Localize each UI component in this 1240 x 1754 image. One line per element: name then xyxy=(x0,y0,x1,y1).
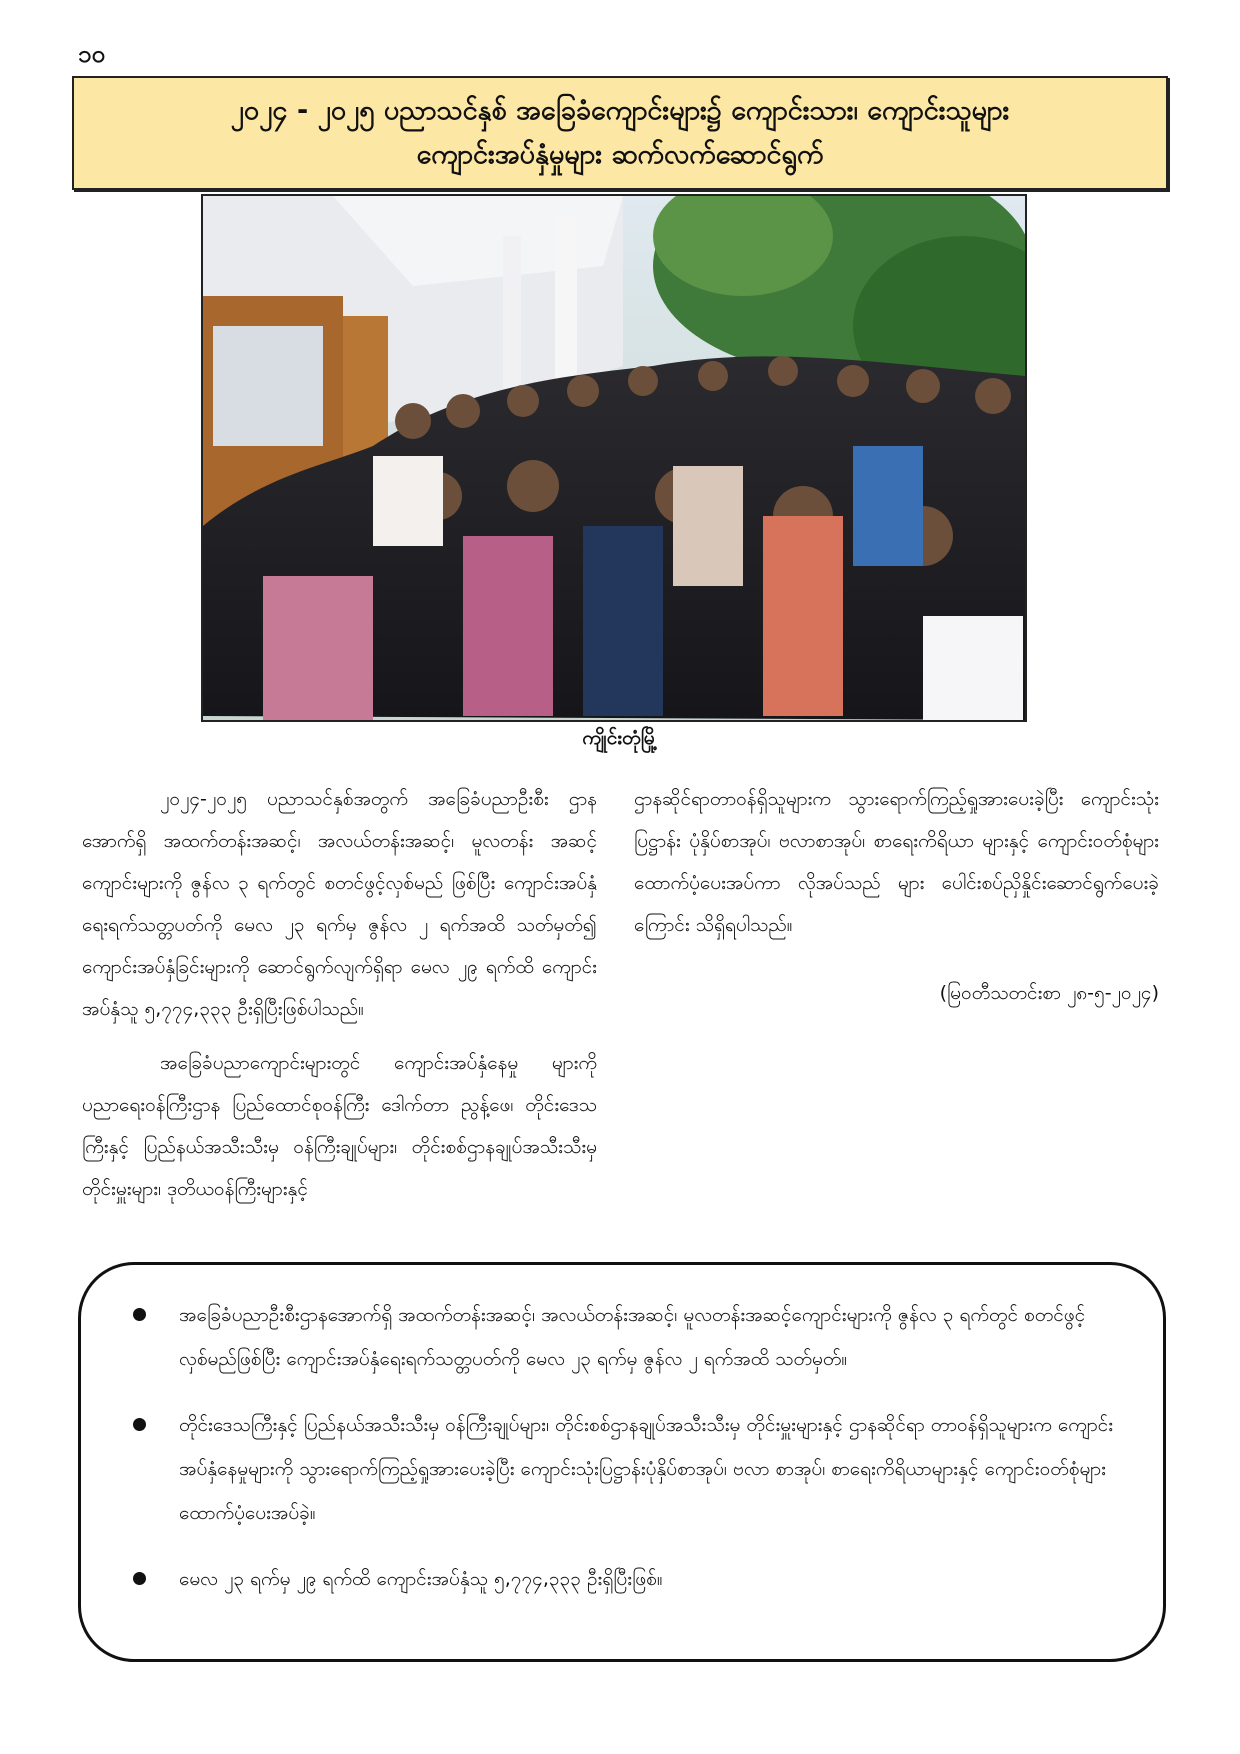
summary-item xyxy=(133,1293,1113,1381)
summary-item xyxy=(133,1403,1113,1535)
page-number: ၁၀ xyxy=(78,40,105,68)
summary-box xyxy=(78,1262,1166,1662)
article-column-right xyxy=(634,778,1159,1026)
bullet-icon xyxy=(133,1572,146,1585)
article-column-left xyxy=(82,778,597,1222)
bullet-icon xyxy=(133,1418,146,1431)
headline-line-2: ကျောင်းအပ်နှံမှုများ ဆက်လက်ဆောင်ရွက် xyxy=(416,139,824,170)
enrollment-photo xyxy=(201,194,1027,722)
photo-caption: ကျိုင်းတုံမြို့ xyxy=(582,727,658,749)
summary-item xyxy=(133,1557,1113,1601)
summary-item-text: အခြေခံပညာဦးစီးဌာနအောက်ရှိ အထက်တန်းအဆင့်၊ အလယ်တန်းအဆင့်၊ မူလတန်းအဆင့်ကျောင်းများကို ဇွန်လ ၃ ရက်တွင် စတင်ဖွင့်လှစ်မည်ဖြစ်ပြီး ကျောင်းအပ်နှံရေးရက်သတ္တပတ်ကို မေလ ၂၃ ရက်မှ ဇွန်လ ၂ ရက်အထိ သတ်မှတ်။ xyxy=(179,1304,1086,1370)
summary-item-text: မေလ ၂၃ ရက်မှ ၂၉ ရက်ထိ ကျောင်းအပ်နှံသူ ၅,၇၇၄,၃၃၃ ဦးရှိပြီးဖြစ်။ xyxy=(179,1568,663,1590)
summary-item-text: တိုင်းဒေသကြီးနှင့် ပြည်နယ်အသီးသီးမှ ဝန်ကြီးချုပ်များ၊ တိုင်းစစ်ဌာနချုပ်အသီးသီးမှ တိုင်းမှူးများနှင့် ဌာနဆိုင်ရာ တာဝန်ရှိသူများက ကျောင်းအပ်နှံနေမှုများကို သွားရောက်ကြည့်ရှုအားပေးခဲ့ပြီး ကျောင်းသုံးပြဋ္ဌာန်းပုံနှိပ်စာအုပ်၊ ဗလာ စာအုပ်၊ စာရေးကိရိယာများနှင့် ကျောင်းဝတ်စုံများ ထောက်ပံ့ပေးအပ်ခဲ့။ xyxy=(179,1414,1114,1524)
article-paragraph: အခြေခံပညာကျောင်းများတွင် ကျောင်းအပ်နှံနေမှု များကို ပညာရေးဝန်ကြီးဌာန ပြည်ထောင်စုဝန်ကြီး ဒေါက်တာ ညွန့်ဖေ၊ တိုင်းဒေသကြီးနှင့် ပြည်နယ်အသီးသီးမှ ဝန်ကြီးချုပ်များ၊ တိုင်းစစ်ဌာနချုပ်အသီးသီးမှ တိုင်းမှူးများ၊ ဒုတိယဝန်ကြီးများနှင့် xyxy=(82,1052,597,1200)
bullet-icon xyxy=(133,1308,146,1321)
article-source: (မြဝတီသတင်းစာ ၂၈-၅-၂၀၂၄) xyxy=(939,982,1159,1004)
article-paragraph: ဌာနဆိုင်ရာတာဝန်ရှိသူများက သွားရောက်ကြည့်ရှုအားပေးခဲ့ပြီး ကျောင်းသုံးပြဋ္ဌာန်း ပုံနှိပ်စာအုပ်၊ ဗလာစာအုပ်၊ စာရေးကိရိယာ များနှင့် ကျောင်းဝတ်စုံများ ထောက်ပံ့ပေးအပ်ကာ လိုအပ်သည် များ ပေါင်းစပ်ညှိနှိုင်းဆောင်ရွက်ပေးခဲ့ကြောင်း သိရှိရပါသည်။ xyxy=(634,788,1159,936)
headline-line-1: ၂၀၂၄ - ၂၀၂၅ ပညာသင်နှစ် အခြေခံကျောင်းများ၌ ကျောင်းသား၊ ကျောင်းသူများ xyxy=(230,95,1010,126)
headline-banner xyxy=(72,76,1168,190)
article-paragraph: ၂၀၂၄-၂၀၂၅ ပညာသင်နှစ်အတွက် အခြေခံပညာဦးစီး ဌာနအောက်ရှိ အထက်တန်းအဆင့်၊ အလယ်တန်းအဆင့်၊ မူလတန်း အဆင့်ကျောင်းများကို ဇွန်လ ၃ ရက်တွင် စတင်ဖွင့်လှစ်မည် ဖြစ်ပြီး ကျောင်းအပ်နှံရေးရက်သတ္တပတ်ကို မေလ ၂၃ ရက်မှ ဇွန်လ ၂ ရက်အထိ သတ်မှတ်၍ ကျောင်းအပ်နှံခြင်းများကို ဆောင်ရွက်လျက်ရှိရာ မေလ ၂၉ ရက်ထိ ကျောင်းအပ်နှံသူ ၅,၇၇၄,၃၃၃ ဦးရှိပြီးဖြစ်ပါသည်။ xyxy=(82,788,597,1020)
